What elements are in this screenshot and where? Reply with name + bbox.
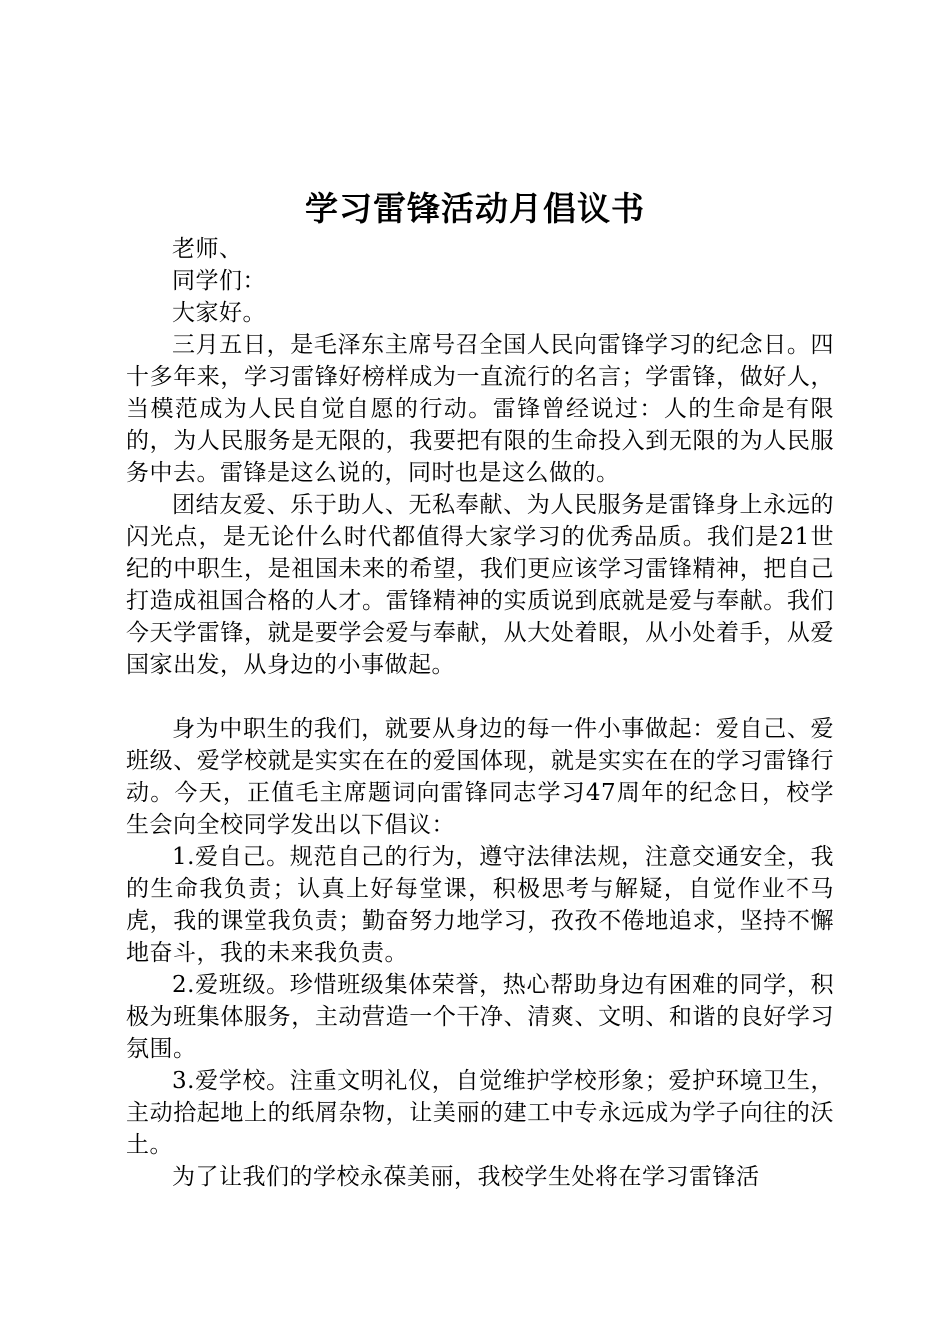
proposal-item-3: 3.爱学校。注重文明礼仪，自觉维护学校形象；爱护环境卫生，主动拾起地上的纸屑杂物，让美丽的建工中专永远成为学子向往的沃土。	[126, 1068, 834, 1158]
proposal-item-1: 1.爱自己。规范自己的行为，遵守法律法规，注意交通安全，我的生命我负责；认真上好每堂课，积极思考与解疑，自觉作业不马虎，我的课堂我负责；勤奋努力地学习，孜孜不倦地追求，坚持不懈地奋斗，我的未来我负责。	[126, 844, 834, 966]
greeting: 大家好。	[172, 300, 266, 326]
paragraph-spacer	[126, 681, 834, 713]
paragraph-closing: 为了让我们的学校永葆美丽，我校学生处将在学习雷锋活	[172, 1164, 760, 1190]
paragraph-proposal-intro: 身为中职生的我们，就要从身边的每一件小事做起：爱自己、爱班级、爱学校就是实实在在的爱国体现，就是实实在在的学习雷锋行动。今天，正值毛主席题词向雷锋同志学习47周年的纪念日，校学生会向全校同学发出以下倡议：	[126, 716, 834, 838]
salutation-teachers: 老师、	[172, 236, 243, 262]
paragraph-spirit: 团结友爱、乐于助人、无私奉献、为人民服务是雷锋身上永远的闪光点，是无论什么时代都值得大家学习的优秀品质。我们是21世纪的中职生，是祖国未来的希望，我们更应该学习雷锋精神，把自己打造成祖国合格的人才。雷锋精神的实质说到底就是爱与奉献。我们今天学雷锋，就是要学会爱与奉献，从大处着眼，从小处着手，从爱国家出发，从身边的小事做起。	[126, 492, 834, 678]
paragraph-intro: 三月五日，是毛泽东主席号召全国人民向雷锋学习的纪念日。四十多年来，学习雷锋好榜样成为一直流行的名言；学雷锋，做好人，当模范成为人民自觉自愿的行动。雷锋曾经说过：人的生命是有限的，为人民服务是无限的，我要把有限的生命投入到无限的为人民服务中去。雷锋是这么说的，同时也是这么做的。	[126, 332, 834, 486]
salutation-students: 同学们：	[172, 268, 266, 294]
proposal-item-2: 2.爱班级。珍惜班级集体荣誉，热心帮助身边有困难的同学，积极为班集体服务，主动营造一个干净、清爽、文明、和谐的良好学习氛围。	[126, 972, 834, 1062]
document-body	[126, 233, 834, 1193]
document-title: 学习雷锋活动月倡议书	[305, 189, 645, 228]
